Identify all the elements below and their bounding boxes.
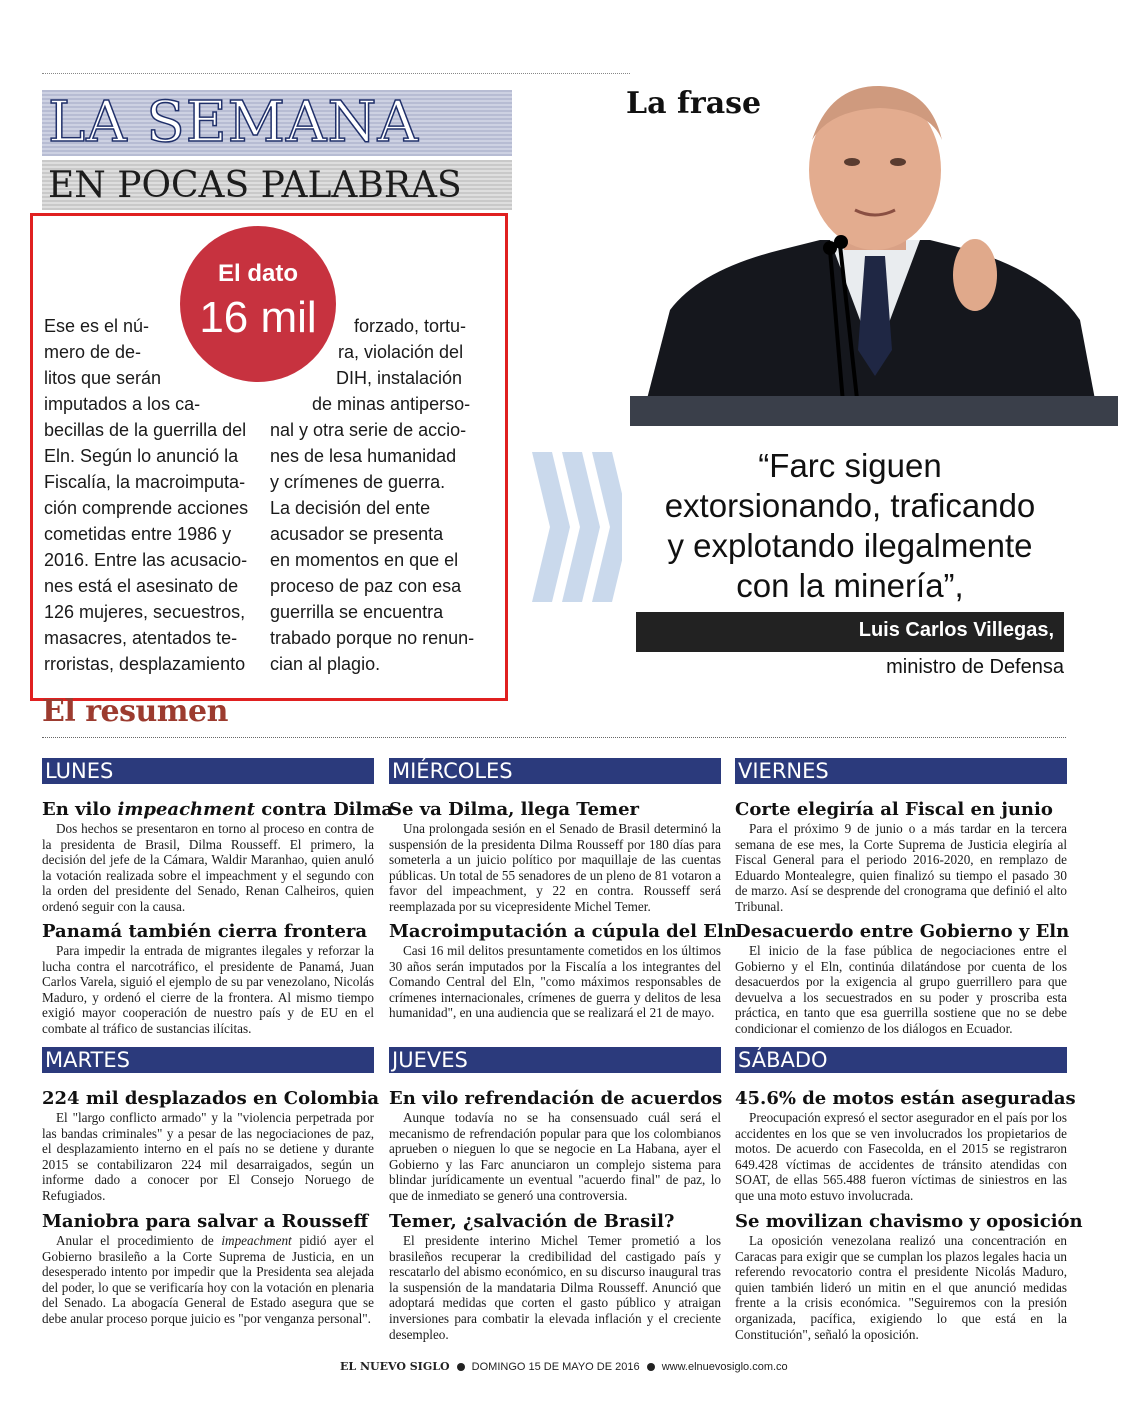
day-label: VIERNES [738, 759, 829, 783]
dato-text-line: cometidas entre 1986 y [44, 524, 232, 544]
quote-line: “Farc siguen [758, 447, 942, 484]
story-text: Casi 16 mil delitos presuntamente cometidos en los últimos 30 años serán imputados por la Fiscalía a los integrantes del Comando Central del Eln, "como máximos responsables de crímenes internacionales, crímenes de guerra y delitos de lesa humanidad", en una audiencia que se realizará el 21 de mayo. [389, 943, 721, 1021]
dato-text-line: trabado porque no renun- [270, 628, 475, 648]
story-text: El "largo conflicto armado" y la "violencia perpetrada por las bandas criminales" y a pesar de las negociaciones de paz, el desplazamiento interno en el país no se detiene y durante 2015 se contabilizaron 224 mil desarraigados, según un informe dado a conocer por El Consejo Noruego de Refugiados. [42, 1110, 374, 1203]
footer-bullet-icon [457, 1363, 465, 1371]
section-banner [42, 90, 512, 212]
dato-text-line: nal y otra serie de accio- [270, 420, 467, 440]
dato-text-line: proceso de paz con esa [270, 576, 462, 596]
story-text: Dos hechos se presentaron en torno al proceso en contra de la presidenta de Brasil, Dilma Rousseff. El primero, la decisión del jefe de la Cámara, Waldir Maranhao, quien anuló la votación realizada sobre el impeachment y el segundo con la orden del presidente del Senado, Renan Calheiros, quien ordenó seguir con la causa. [42, 821, 374, 914]
dato-text-line: acusador se presenta [270, 524, 444, 544]
dato-text-line: 126 mujeres, secuestros, [44, 602, 246, 622]
dato-text-line: Fiscalía, la macroimputa- [44, 472, 246, 492]
decorative-stripes [522, 452, 622, 602]
day-bar-viernes [735, 758, 1067, 784]
quote-line: con la minería”, [736, 567, 964, 604]
quote-line: extorsionando, traficando [664, 487, 1036, 524]
dato-text-line: Eln. Según lo anunció la [44, 446, 239, 466]
story-title: En vilo refrendación de acuerdos [389, 1088, 723, 1109]
story [389, 1089, 721, 1204]
dato-text-line: y crímenes de guerra. [270, 472, 446, 492]
story [735, 800, 1067, 915]
story-text: La oposición venezolana realizó una concentración en Caracas para exigir que se cumplan los plazos legales hacia un referendo revocatorio contra el presidente Nicolás Maduro, quien también lideró un mitin en el que anunció medidas frente a la crisis económica. "Seguiremos con la presión organizada, pacífica, exigiendo lo que está en la Constitución", señaló la oposición. [735, 1233, 1067, 1342]
story-title: Corte elegiría al Fiscal en junio [735, 799, 1053, 820]
day-label: JUEVES [392, 1048, 468, 1072]
dato-text-line: forzado, tortu- [354, 316, 467, 336]
day-bar-miercoles [389, 758, 721, 784]
dato-text-line: cian al plagio. [270, 654, 381, 674]
footer-paper: EL NUEVO SIGLO [340, 1360, 450, 1373]
speaker-role: ministro de Defensa [886, 656, 1064, 678]
speaker-name: Luis Carlos Villegas, [858, 619, 1054, 641]
dato-text-line: La decisión del ente [270, 498, 431, 518]
story-title: Desacuerdo entre Gobierno y Eln [735, 921, 1070, 942]
story-title: Se movilizan chavismo y oposición [735, 1211, 1083, 1232]
day-label: LUNES [45, 759, 114, 783]
footer-bullet-icon [647, 1363, 655, 1371]
dato-text-line: rroristas, desplazamiento [44, 654, 246, 674]
story [42, 1088, 380, 1204]
quote-line: y explotando ilegalmente [667, 527, 1033, 564]
footer-website: www.elnuevosiglo.com.co [661, 1361, 788, 1373]
dato-text-line: Ese es el nú- [44, 316, 150, 336]
banner-subtitle: EN POCAS PALABRAS [48, 165, 462, 206]
story-title: 45.6% de motos están aseguradas [735, 1088, 1076, 1109]
dato-text-line: masacres, atentados te- [44, 628, 238, 648]
story [735, 1088, 1076, 1204]
story [735, 921, 1070, 1037]
dato-text-line: nes de lesa humanidad [270, 446, 457, 466]
dato-text-line: imputados a los ca- [44, 394, 201, 414]
banner-title: LA SEMANA [48, 90, 419, 155]
story-title: Panamá también cierra frontera [42, 921, 368, 942]
day-label: MARTES [45, 1048, 130, 1072]
day-bar-lunes [42, 758, 374, 784]
dato-text-line: 2016. Entre las acusacio- [44, 550, 248, 570]
story-text: Para impedir la entrada de migrantes ilegales y reforzar la lucha contra el narcotráfico, el presidente de Panamá, Juan Carlos Varela, siguió el ejemplo de su par venezolano, Nicolás Maduro, y ordenó el cierre de la frontera. Al mismo tiempo exigió mayor cooperación de nuestro país y de EU en el combate al tráfico de sustancias ilícitas. [42, 943, 374, 1036]
footer-date: DOMINGO 15 DE MAYO DE 2016 [471, 1361, 640, 1373]
story [42, 1212, 374, 1327]
day-label: SÁBADO [738, 1048, 828, 1072]
story [42, 922, 374, 1037]
dato-number: 16 mil [199, 293, 317, 342]
story-text: Aunque todavía no se ha consensuado cuál será el mecanismo de refrendación popular para que los colombianos aprueben o nieguen lo que se negocie en La Habana, ayer el Gobierno y las Farc anunciaron un complejo sistema para blindar jurídicamente un eventual "acuerdo final" de paz, lo que de inmediato se generó una controversia. [389, 1110, 721, 1203]
story-text: Una prolongada sesión en el Senado de Brasil determinó la suspensión de la presidenta Dilma Rousseff por 180 días para someterla a un juicio político por maquillaje de las cuentas públicas. Un total de 55 senadores de un pleno de 81 votaron a favor del impeachment, y 22 en contra. Rousseff será reemplazada por su vicepresidente Michel Temer. [389, 821, 721, 914]
story [389, 1212, 721, 1342]
dato-text-line: DIH, instalación [336, 368, 463, 388]
story-text: Anular el procedimiento de impeachment pidió ayer el Gobierno brasileño a la Corte Suprema de Justicia, en un desesperado intento por impedir que la Presidenta sea alejada del poder, lo que se verificaría hoy con la votación en plenaria del Senado. La abogacía General de Estado asegura que se debe anular proceso porque juicio es "por venganza personal". [42, 1233, 374, 1326]
dato-text-line: becillas de la guerrilla del [44, 420, 247, 440]
day-bar-sabado [735, 1047, 1067, 1073]
story-title: Se va Dilma, llega Temer [389, 799, 640, 820]
story-title: 224 mil desplazados en Colombia [42, 1088, 380, 1109]
story-text: El inicio de la fase pública de negociaciones entre el Gobierno y el Eln, continúa dilatándose por cuenta de los desacuerdos por la exigencia al grupo guerrillero para que devuelva a los secuestrados en su poder y proscriba esta práctica, en tanto que esa guerrilla sostiene que no se debe condicionar el comienzo de los diálogos en Ecuador. [735, 943, 1067, 1036]
frase-heading: La frase [626, 86, 762, 121]
dato-text-line: mero de de- [44, 342, 142, 362]
resumen-title: El resumen [42, 694, 228, 729]
quote [630, 446, 1070, 606]
dato-text-line: guerrilla se encuentra [270, 602, 444, 622]
story-title: Temer, ¿salvación de Brasil? [389, 1211, 675, 1232]
dato-text-line: en momentos en que el [270, 550, 459, 570]
day-bar-martes [42, 1047, 374, 1073]
day-label: MIÉRCOLES [392, 759, 513, 783]
story-title: Maniobra para salvar a Rousseff [42, 1211, 369, 1232]
story-text: Preocupación expresó el sector asegurador en el país por los accidentes en los que se ven involucrados los propietarios de motos. De acuerdo con Fasecolda, en el 2015 se registraron 649.428 víctimas de accidentes de tránsito atendidas con SOAT, de ellas 565.488 fueron víctimas de siniestros en las que una moto estuvo involucrada. [735, 1110, 1067, 1203]
dato-text-line: de minas antiperso- [312, 394, 471, 414]
dato-text-line: ra, violación del [338, 342, 464, 362]
resumen-rule [42, 737, 1066, 738]
footer [340, 1360, 788, 1373]
story-text: El presidente interino Michel Temer prometió a los brasileños recuperar la credibilidad del castigado país y rescatarlo del abismo económico, en su discurso inaugural tras la suspensión de la mandataria Dilma Rousseff. Anunció que adoptará medidas que corten el gasto público y atraigan inversiones para combatir la elevada inflación y el creciente desempleo. [389, 1233, 721, 1342]
day-bar-jueves [389, 1047, 721, 1073]
story [389, 800, 721, 915]
story-title: Macroimputación a cúpula del Eln [389, 921, 737, 942]
story [42, 799, 394, 915]
dato-text-line: nes está el asesinato de [44, 576, 239, 596]
dato-label: El dato [217, 260, 298, 287]
dato-text-line: ción comprende acciones [44, 498, 249, 518]
dato-text-line: litos que serán [44, 368, 162, 388]
story-title: En vilo impeachment contra Dilma [42, 799, 394, 820]
story-text: Para el próximo 9 de junio o a más tardar en la tercera semana de ese mes, la Corte Suprema de Justicia elegiría al Fiscal General para el periodo 2016-2020, en remplazo de Eduardo Montealegre, quien finalizó su tiempo el pasado 30 de marzo. Así se desprende del cronograma que definió el alto Tribunal. [735, 821, 1067, 914]
story [389, 921, 737, 1021]
story [735, 1211, 1083, 1342]
